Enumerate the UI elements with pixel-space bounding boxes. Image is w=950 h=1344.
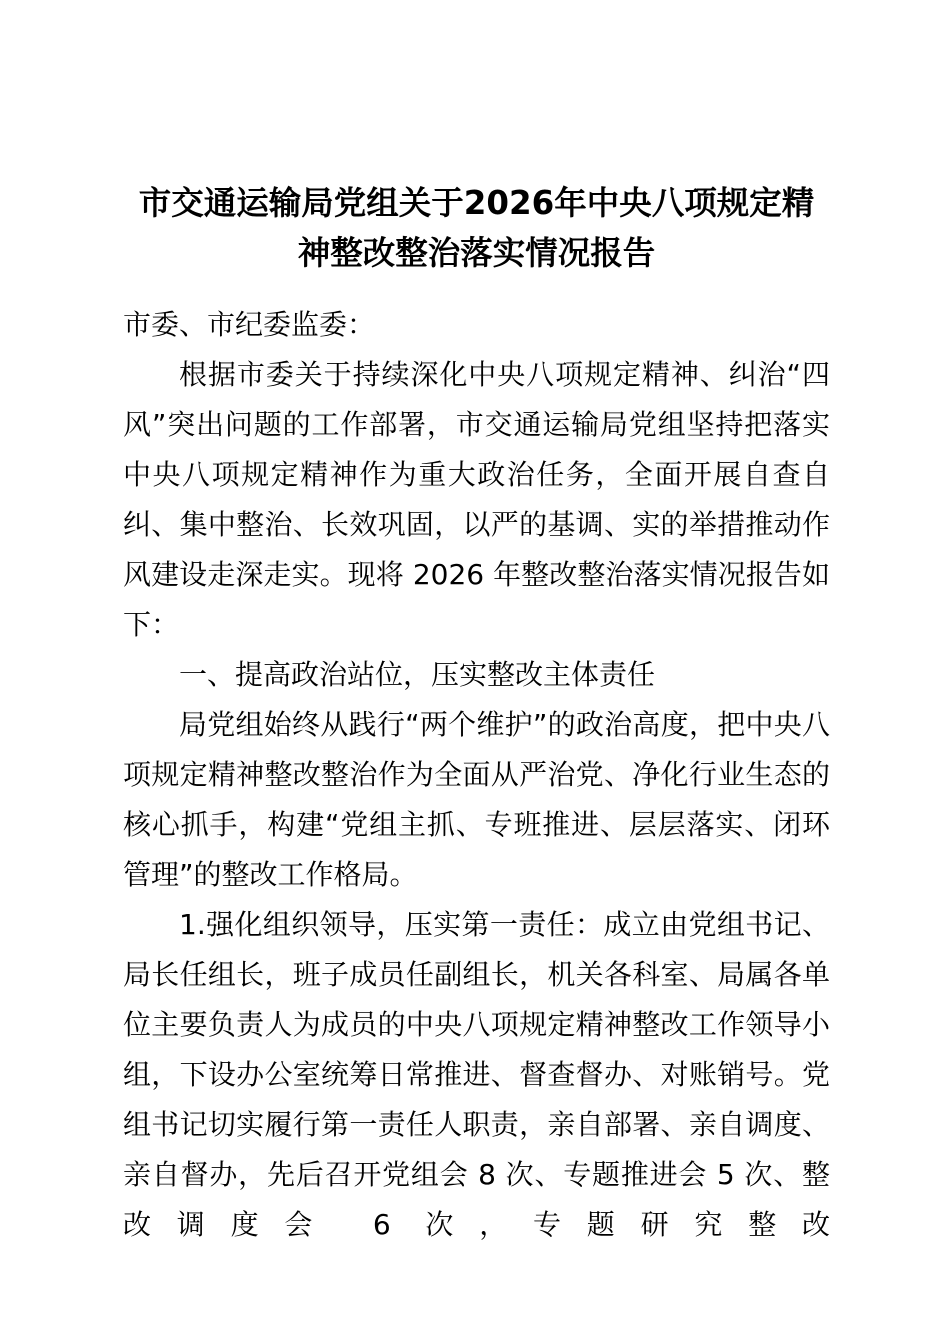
- document-body: [123, 0, 830, 1250]
- paragraph-section-1-intro: 局党组始终从践行“两个维护”的政治高度，把中央八项规定精神整改整治作为全面从严治党、净化行业生态的核心抓手，构建“党组主抓、专班推进、层层落实、闭环管理”的整改工作格局。: [123, 708, 830, 891]
- page-title: 市交通运输局党组关于2026年中央八项规定精神整改整治落实情况报告: [138, 184, 815, 272]
- paragraph-item-1: 1.强化组织领导，压实第一责任：成立由党组书记、局长任组长，班子成员任副组长，机关各科室、局属各单位主要负责人为成员的中央八项规定精神整改工作领导小组，下设办公室统筹日常推进、督查督办、对账销号。党组书记切实履行第一责任人职责，亲自部署、亲自调度、亲自督办，先后召开党组会 8 次、专题推进会 5 次、整改调度会 6 次，专题研究整改: [123, 908, 830, 1241]
- addressee-line: 市委、市纪委监委：: [123, 308, 376, 341]
- paragraph-opening: 根据市委关于持续深化中央八项规定精神、纠治“四风”突出问题的工作部署，市交通运输局党组坚持把落实中央八项规定精神作为重大政治任务，全面开展自查自纠、集中整治、长效巩固，以严的基调、实的举措推动作风建设走深走实。现将 2026 年整改整治落实情况报告如下：: [123, 358, 830, 641]
- section-heading-1: 一、提高政治站位，压实整改主体责任: [179, 658, 656, 691]
